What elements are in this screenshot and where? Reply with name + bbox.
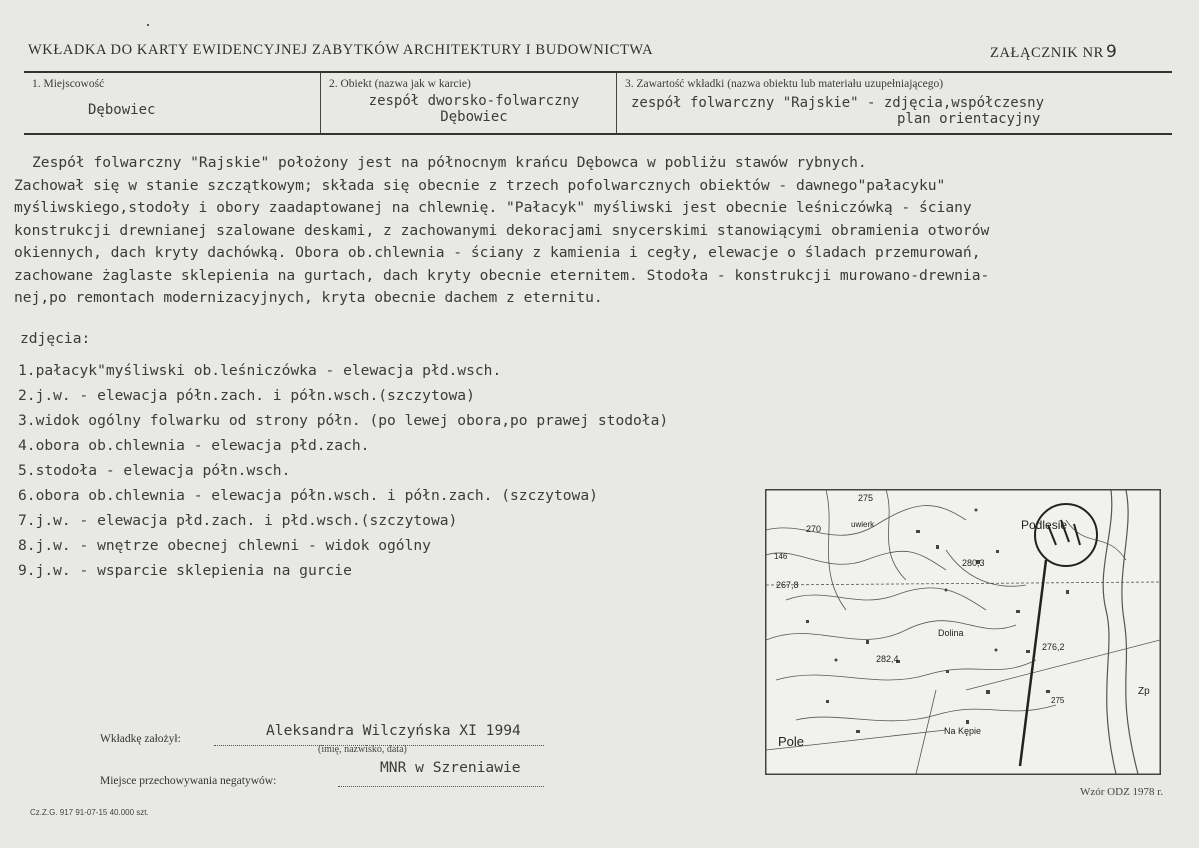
contents-value-line2: plan orientacyjny [897, 111, 1041, 127]
map-label-pole: Pole [778, 734, 805, 749]
object-value-line1: zespół dworsko-folwarczny [368, 93, 580, 109]
description-line: konstrukcji drewnianej szalowane deskami, z zachowanymi dekoracjami snycerskimi stanowiącymi obramienia otworów [14, 221, 990, 239]
map-label-dolina: Dolina [938, 628, 964, 638]
object-label: 2. Obiekt (nazwa jak w karcie) [329, 78, 471, 90]
form-model: Wzór ODZ 1978 r. [1080, 786, 1164, 798]
photo-item: 4.obora ob.chlewnia - elewacja płd.zach. [18, 437, 370, 454]
map-label-podlesie: Podlesie [1021, 518, 1068, 532]
description-line: myśliwskiego,stodoły i obory zaadaptowanej na chlewnię. "Pałacyk" myśliwski jest obecnie leśniczówką - ściany [14, 199, 972, 216]
author-label: Wkładkę założył: [100, 733, 181, 745]
annex-number [990, 42, 1117, 62]
photo-item: 3.widok ogólny folwarku od strony półn. (po lewej obora,po prawej stodoła) [18, 412, 669, 429]
contents-label: 3. Zawartość wkładki (nazwa obiektu lub materiału uzupełniającego) [625, 78, 944, 90]
contents-cell [617, 73, 1172, 133]
photo-item: 2.j.w. - elewacja półn.zach. i półn.wsch.(szczytowa) [18, 387, 475, 404]
photo-item: 8.j.w. - wnętrze obecnej chlewni - widok ogólny [18, 537, 431, 554]
map-height: 275 [1051, 696, 1065, 705]
locality-cell [24, 73, 321, 133]
annex-number-value: 9 [1105, 42, 1118, 62]
photos-heading: zdjęcia: [20, 330, 91, 347]
photo-item: 5.stodoła - elewacja półn.wsch. [18, 462, 291, 479]
map-label-zp: Zp [1138, 686, 1150, 697]
map-height: 267,8 [776, 580, 799, 590]
storage-label: Miejsce przechowywania negatywów: [100, 775, 277, 787]
description-line: Zespół folwarczny "Rajskie" położony jest na północnym krańcu Dębowca w pobliżu stawów rybnych. [32, 154, 867, 171]
map-label-na-kepie: Na Kępie [944, 726, 982, 736]
storage-dotted-line [338, 786, 544, 787]
map-height: 276,2 [1042, 642, 1065, 652]
photo-list [18, 358, 668, 583]
metadata-table [24, 71, 1172, 135]
contents-value-line1: zespół folwarczny "Rajskie" - zdjęcia,współczesny [631, 95, 1045, 111]
card-title: WKŁADKA DO KARTY EWIDENCYJNEJ ZABYTKÓW ARCHITEKTURY I BUDOWNICTWA [28, 42, 654, 58]
annex-label: ZAŁĄCZNIK NR [990, 45, 1104, 61]
print-info: Cz.Z.G. 917 91-07-15 40.000 szt. [30, 808, 149, 817]
photo-item: 1.pałacyk"myśliwski ob.leśniczówka - elewacja płd.wsch. [18, 362, 502, 379]
author-hint: (imię, nazwisko, data) [318, 744, 407, 755]
author-value: Aleksandra Wilczyńska XI 1994 [266, 722, 521, 739]
photo-item: 9.j.w. - wsparcie sklepienia na gurcie [18, 562, 352, 579]
map-height: 270 [806, 524, 822, 534]
photo-item: 6.obora ob.chlewnia - elewacja półn.wsch. i półn.zach. (szczytowa) [18, 487, 598, 504]
orientation-map [765, 489, 1161, 775]
map-height: 275 [858, 493, 874, 503]
map-height: 282,4 [876, 654, 899, 664]
locality-label: 1. Miejscowość [32, 78, 105, 90]
map-height: 280,3 [962, 558, 985, 568]
description-text [14, 152, 1174, 310]
map-label-zwierz: uwierk [851, 520, 875, 529]
storage-value: MNR w Szreniawie [380, 759, 521, 776]
description-line: okiennych, dach kryty dachówką. Obora ob.chlewnia - ściany z kamienia i cegły, elewacje o śladach przemurowań, [14, 244, 981, 261]
photo-item: 7.j.w. - elewacja płd.zach. i płd.wsch.(szczytowa) [18, 512, 458, 529]
description-line: zachowane żaglaste sklepienia na gurtach, dach kryty obecnie eternitem. Stodoła - konstrukcji murowano-drewnia- [14, 266, 990, 284]
map-height: 146 [774, 552, 788, 561]
object-cell [321, 73, 617, 133]
mark-dot [147, 24, 149, 26]
description-line: nej,po remontach modernizacyjnych, kryta obecnie dachem z eternitu. [14, 289, 603, 306]
description-line: Zachował się w stanie szczątkowym; składa się obecnie z trzech pofolwarcznych obiektów - dawnego"pałacyku" [14, 176, 946, 194]
locality-value: Dębowiec [88, 102, 156, 118]
object-value-line2: Dębowiec [440, 109, 508, 125]
